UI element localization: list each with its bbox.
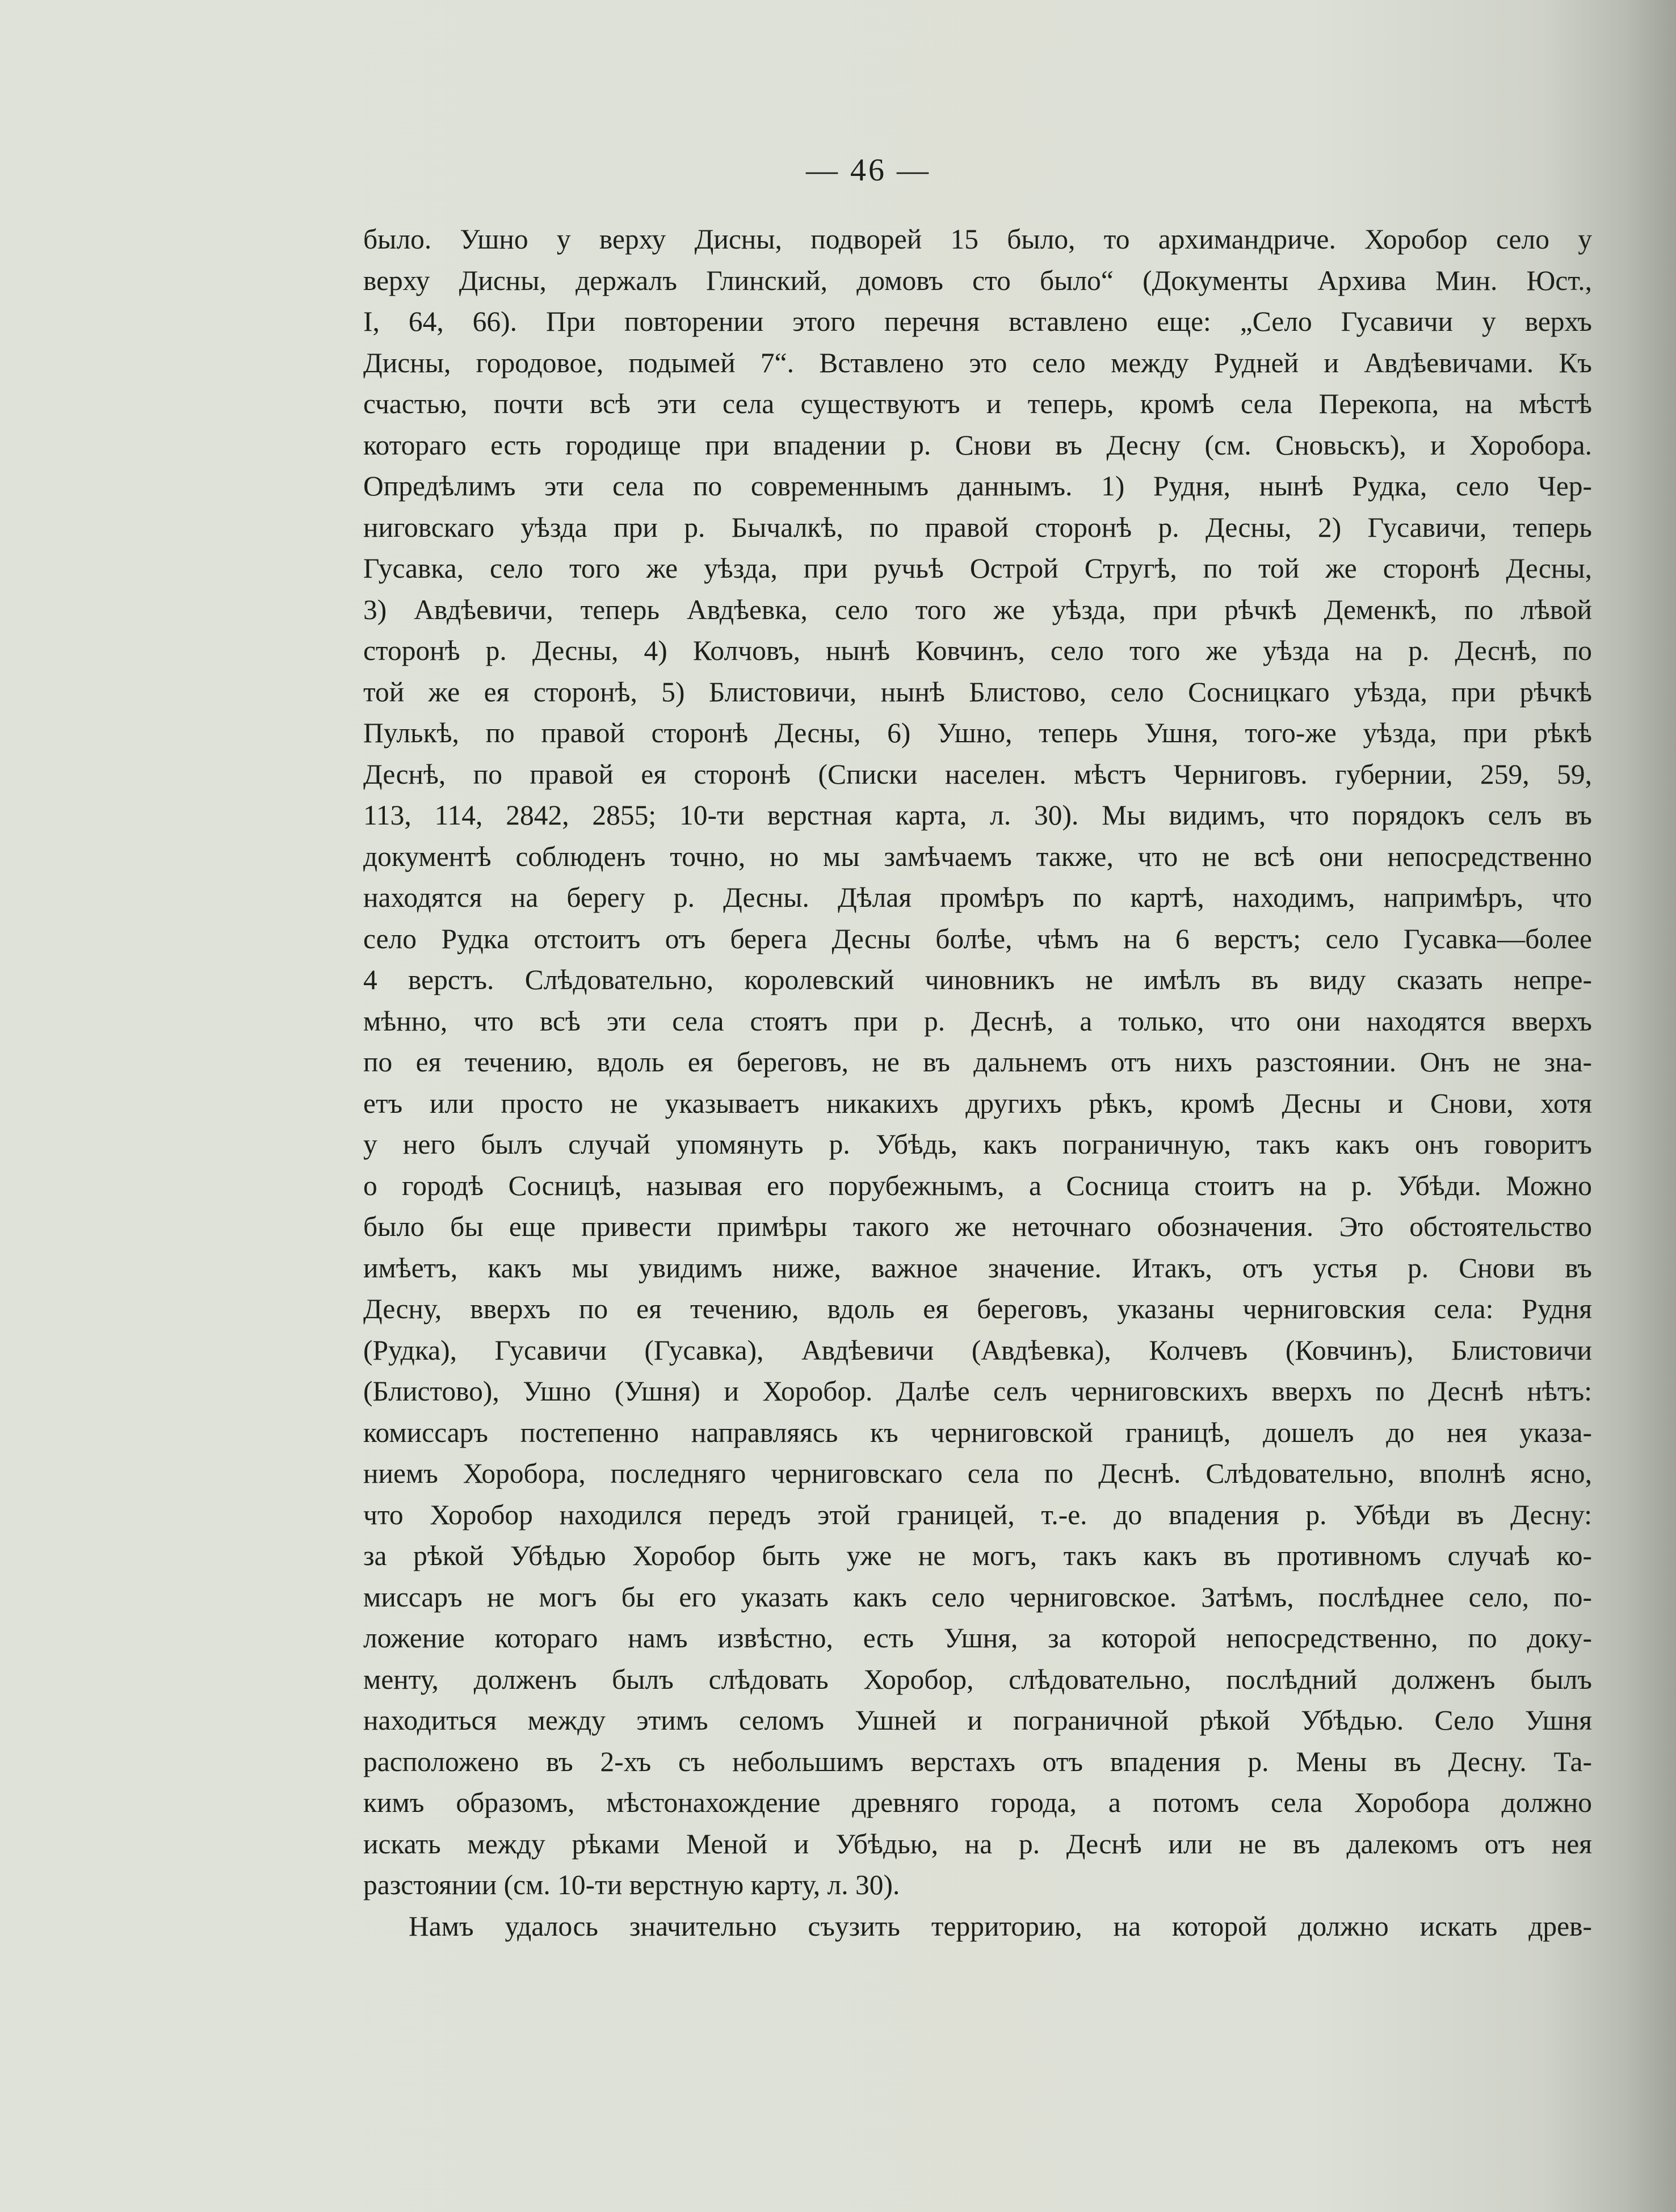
text-line: у него былъ случай упомянуть р. Убѣдь, какъ пограничную, такъ какъ онъ говоритъ (363, 1129, 1592, 1160)
text-line: Дисны, городовое, подымей 7“. Вставлено это село между Рудней и Авдѣевичами. Къ (363, 347, 1592, 379)
text-line: Деснѣ, по правой ея сторонѣ (Списки населен. мѣстъ Черниговъ. губернии, 259, 59, (363, 758, 1592, 790)
body-text (363, 219, 1592, 1947)
text-line: находятся на берегу р. Десны. Дѣлая промѣръ по картѣ, находимъ, напримѣръ, что (363, 882, 1592, 913)
text-line: етъ или просто не указываетъ никакихъ другихъ рѣкъ, кромѣ Десны и Снови, хотя (363, 1087, 1592, 1119)
text-line: село Рудка отстоитъ отъ берега Десны болѣе, чѣмъ на 6 верстъ; село Гусавка—более (363, 923, 1592, 954)
text-line: Гусавка, село того же уѣзда, при ручьѣ Острой Стругѣ, по той же сторонѣ Десны, (363, 553, 1592, 584)
text-line: миссаръ не могъ бы его указать какъ село черниговское. Затѣмъ, послѣднее село, по- (363, 1581, 1592, 1613)
text-line: (Блистово), Ушно (Ушня) и Хоробор. Далѣе селъ черниговскихъ вверхъ по Деснѣ нѣтъ: (363, 1376, 1592, 1407)
text-line: 113, 114, 2842, 2855; 10-ти верстная карта, л. 30). Мы видимъ, что порядокъ селъ въ (363, 800, 1592, 831)
text-line: находиться между этимъ селомъ Ушней и пограничной рѣкой Убѣдью. Село Ушня (363, 1705, 1592, 1736)
text-line: искать между рѣками Меной и Убѣдью, на р. Деснѣ или не въ далекомъ отъ нея (363, 1828, 1592, 1860)
text-line: ниговскаго уѣзда при р. Бычалкѣ, по правой сторонѣ р. Десны, 2) Гусавичи, теперь (363, 511, 1592, 543)
text-line: расположено въ 2-хъ съ небольшимъ верстахъ отъ впадения р. Мены въ Десну. Та- (363, 1746, 1592, 1777)
text-line: было бы еще привести примѣры такого же неточнаго обозначения. Это обстоятельство (363, 1211, 1592, 1242)
text-line: документѣ соблюденъ точно, но мы замѣчаемъ также, что не всѣ они непосредственно (363, 840, 1592, 872)
text-line: имѣетъ, какъ мы увидимъ ниже, важное значение. Итакъ, отъ устья р. Снови въ (363, 1252, 1592, 1284)
text-line: что Хоробор находился передъ этой границей, т.-е. до впадения р. Убѣди въ Десну: (363, 1499, 1592, 1530)
text-line-paragraph-start: Намъ удалось значительно съузить территорию, на которой должно искать древ- (409, 1910, 1592, 1942)
text-line: 3) Авдѣевичи, теперь Авдѣевка, село того же уѣзда, при рѣчкѣ Деменкѣ, по лѣвой (363, 594, 1592, 625)
text-line: верху Дисны, держалъ Глинский, домовъ сто было“ (Документы Архива Мин. Юст., (363, 264, 1592, 296)
text-line: ниемъ Хоробора, последняго черниговскаго села по Деснѣ. Слѣдовательно, вполнѣ ясно, (363, 1458, 1592, 1489)
text-line: той же ея сторонѣ, 5) Блистовичи, нынѣ Блистово, село Сосницкаго уѣзда, при рѣчкѣ (363, 676, 1592, 708)
text-line: 4 верстъ. Слѣдовательно, королевский чиновникъ не имѣлъ въ виду сказать непре- (363, 964, 1592, 995)
text-line: сторонѣ р. Десны, 4) Колчовъ, нынѣ Ковчинъ, село того же уѣзда на р. Деснѣ, по (363, 635, 1592, 666)
text-line: за рѣкой Убѣдью Хоробор быть уже не могъ, такъ какъ въ противномъ случаѣ ко- (363, 1540, 1592, 1571)
page-number: — 46 — (806, 153, 931, 188)
text-line: ложение котораго намъ извѣстно, есть Ушня, за которой непосредственно, по доку- (363, 1622, 1592, 1654)
text-line: Опредѣлимъ эти села по современнымъ даннымъ. 1) Рудня, нынѣ Рудка, село Чер- (363, 470, 1592, 502)
text-line-paragraph-end: разстоянии (см. 10-ти верстную карту, л. 30). (363, 1869, 900, 1900)
text-line: комиссаръ постепенно направляясь къ черниговской границѣ, дошелъ до нея указа- (363, 1416, 1592, 1448)
text-line: счастью, почти всѣ эти села существуютъ и теперь, кромѣ села Перекопа, на мѣстѣ (363, 388, 1592, 419)
text-line: Десну, вверхъ по ея течению, вдоль ея береговъ, указаны черниговския села: Рудня (363, 1293, 1592, 1324)
text-line: котораго есть городище при впадении р. Снови въ Десну (см. Сновьскъ), и Хоробора. (363, 429, 1592, 461)
text-line: мѣнно, что всѣ эти села стоятъ при р. Деснѣ, а только, что они находятся вверхъ (363, 1005, 1592, 1037)
text-line: о городѣ Сосницѣ, называя его порубежнымъ, а Сосница стоитъ на р. Убѣди. Можно (363, 1170, 1592, 1201)
text-line: было. Ушно у верху Дисны, подворей 15 было, то архимандриче. Хоробор село у (363, 224, 1592, 255)
text-line: Пулькѣ, по правой сторонѣ Десны, 6) Ушно, теперь Ушня, того-же уѣзда, при рѣкѣ (363, 717, 1592, 748)
text-line: менту, долженъ былъ слѣдовать Хоробор, слѣдовательно, послѣдний долженъ былъ (363, 1663, 1592, 1695)
text-line: по ея течению, вдоль ея береговъ, не въ дальнемъ отъ нихъ разстоянии. Онъ не зна- (363, 1046, 1592, 1078)
text-line: (Рудка), Гусавичи (Гусавка), Авдѣевичи (Авдѣевка), Колчевъ (Ковчинъ), Блистовичи (363, 1334, 1592, 1366)
text-line: I, 64, 66). При повторении этого перечня вставлено еще: „Село Гусавичи у верхъ (363, 306, 1592, 337)
text-line: кимъ образомъ, мѣстонахождение древняго города, а потомъ села Хоробора должно (363, 1787, 1592, 1818)
